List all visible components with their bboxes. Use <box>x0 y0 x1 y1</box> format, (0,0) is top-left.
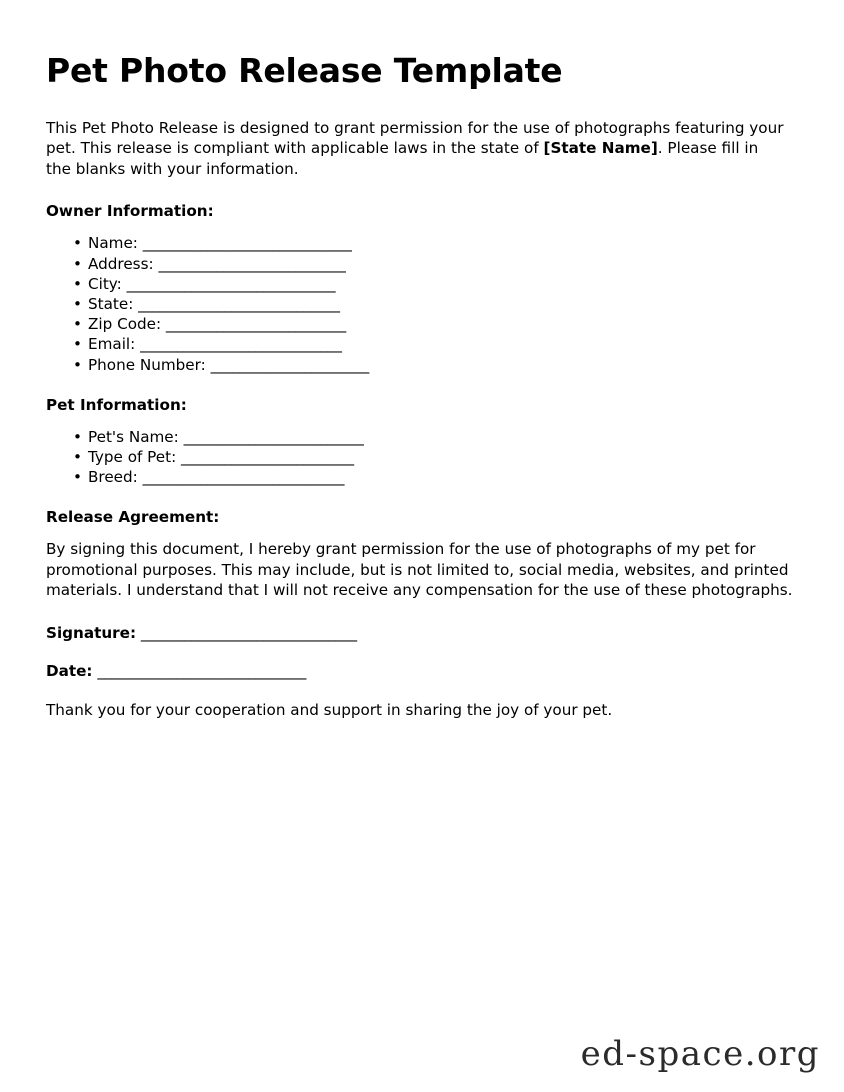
bullet-icon: • <box>73 254 82 273</box>
intro-paragraph <box>46 118 786 180</box>
field-blank[interactable]: ____________________________ <box>138 295 340 314</box>
bullet-icon: • <box>73 427 82 446</box>
list-item <box>46 274 798 294</box>
release-agreement-body: By signing this document, I hereby grant permission for the use of photographs of my pet for promotional purposes. This may include, but is not limited to, social media, websites, and printed materials. I understand that I will not receive any compensation for the use of these photographs. <box>46 540 793 600</box>
field-label: Breed: <box>88 468 138 487</box>
intro-text-part2: . Please fill in the blanks with your information. <box>46 139 759 178</box>
field-label: Name: <box>88 234 138 253</box>
release-agreement-heading: Release Agreement: <box>46 508 220 527</box>
pet-information-heading: Pet Information: <box>46 395 187 414</box>
field-blank[interactable]: _____________________________ <box>126 274 336 293</box>
date-line <box>46 661 798 682</box>
bullet-icon: • <box>73 295 82 314</box>
date-blank[interactable]: _____________________________ <box>97 662 306 681</box>
intro-text-part1: This Pet Photo Release is designed to grant permission for the use of photographs featuring your pet. This release is compliant with applicable laws in the state of <box>46 118 784 158</box>
list-item <box>46 355 798 375</box>
state-placeholder: [State Name] <box>543 139 658 158</box>
bullet-icon: • <box>73 448 82 467</box>
field-blank[interactable]: _________________________ <box>165 315 346 334</box>
bullet-icon: • <box>73 468 82 487</box>
list-item <box>46 233 798 253</box>
bullet-icon: • <box>73 335 82 354</box>
list-item <box>46 447 798 467</box>
field-label: Address: <box>88 254 154 273</box>
field-blank[interactable]: __________________________ <box>158 254 346 273</box>
field-label: Zip Code: <box>88 315 162 334</box>
signature-label: Signature: <box>46 623 137 642</box>
list-item <box>46 254 798 274</box>
bullet-icon: • <box>73 234 82 253</box>
field-label: Email: <box>88 335 136 354</box>
field-blank[interactable]: ____________________________ <box>142 468 345 487</box>
signature-blank[interactable]: ______________________________ <box>140 623 357 642</box>
field-blank[interactable]: ____________________________ <box>140 335 342 354</box>
field-blank[interactable]: _____________________________ <box>142 234 352 253</box>
closing-paragraph: Thank you for your cooperation and support in sharing the joy of your pet. <box>46 700 613 719</box>
owner-information-field-list <box>46 233 798 374</box>
list-item <box>46 294 798 314</box>
field-blank[interactable]: ______________________ <box>210 355 369 374</box>
field-label: Type of Pet: <box>88 448 177 467</box>
bullet-icon: • <box>73 355 82 374</box>
date-label: Date: <box>46 662 93 681</box>
field-label: Phone Number: <box>88 355 206 374</box>
list-item <box>46 467 798 487</box>
bullet-icon: • <box>73 274 82 293</box>
page-title: Pet Photo Release Template <box>46 51 563 90</box>
pet-information-field-list <box>46 427 798 488</box>
field-label: City: <box>88 274 122 293</box>
field-blank[interactable]: _________________________ <box>183 427 364 446</box>
bullet-icon: • <box>73 315 82 334</box>
list-item <box>46 314 798 334</box>
owner-information-heading: Owner Information: <box>46 202 214 221</box>
field-label: State: <box>88 295 134 314</box>
list-item <box>46 334 798 354</box>
watermark-text: ed-space.org <box>580 1034 820 1074</box>
field-label: Pet's Name: <box>88 427 179 446</box>
signature-line <box>46 623 798 644</box>
field-blank[interactable]: ________________________ <box>181 448 354 467</box>
list-item <box>46 427 798 447</box>
